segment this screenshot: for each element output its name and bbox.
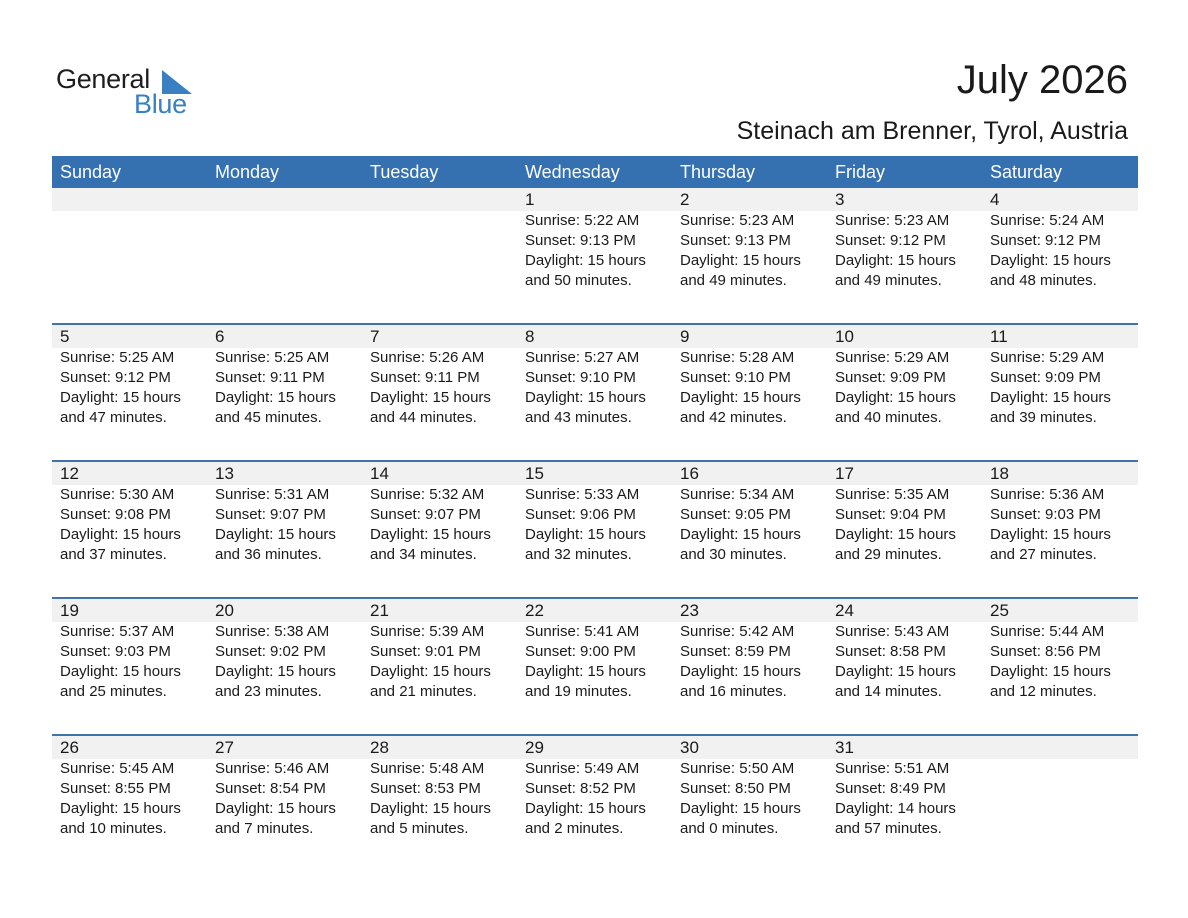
daylight-text: Daylight: 15 hours: [990, 526, 1111, 543]
day-number: 29: [525, 738, 544, 757]
daylight-minutes-text: and 10 minutes.: [60, 820, 167, 837]
daylight-minutes-text: and 50 minutes.: [525, 272, 632, 289]
daylight-text: Daylight: 15 hours: [525, 389, 646, 406]
sunrise-text: Sunrise: 5:51 AM: [835, 760, 950, 777]
location-subtitle: Steinach am Brenner, Tyrol, Austria: [736, 117, 1128, 145]
daylight-text: Daylight: 15 hours: [680, 389, 801, 406]
day-cell: [672, 462, 827, 565]
calendar-week: [52, 734, 1138, 871]
day-cell: [362, 325, 517, 428]
empty-day-cell: [982, 736, 1138, 839]
daylight-text: Daylight: 15 hours: [835, 389, 956, 406]
sunrise-text: Sunrise: 5:36 AM: [990, 486, 1105, 503]
sunset-text: Sunset: 9:01 PM: [370, 643, 481, 660]
day-cell: [982, 599, 1138, 702]
day-number: 1: [525, 190, 535, 209]
day-cell: [672, 325, 827, 428]
sunrise-text: Sunrise: 5:39 AM: [370, 623, 485, 640]
sunset-text: Sunset: 9:07 PM: [370, 506, 481, 523]
daylight-text: Daylight: 15 hours: [835, 526, 956, 543]
sunset-text: Sunset: 9:12 PM: [990, 232, 1101, 249]
sunset-text: Sunset: 9:11 PM: [370, 369, 480, 386]
daylight-text: Daylight: 15 hours: [680, 252, 801, 269]
day-number: 7: [370, 327, 380, 346]
sunset-text: Sunset: 8:52 PM: [525, 780, 636, 797]
sunrise-text: Sunrise: 5:25 AM: [215, 349, 330, 366]
calendar-grid: [52, 156, 1138, 871]
sunrise-text: Sunrise: 5:25 AM: [60, 349, 175, 366]
sunrise-text: Sunrise: 5:49 AM: [525, 760, 640, 777]
sunrise-text: Sunrise: 5:41 AM: [525, 623, 640, 640]
weekday-saturday: Saturday: [990, 162, 1063, 182]
sunset-text: Sunset: 9:03 PM: [990, 506, 1101, 523]
sunrise-text: Sunrise: 5:28 AM: [680, 349, 795, 366]
day-number: 10: [835, 327, 854, 346]
sunrise-text: Sunrise: 5:34 AM: [680, 486, 795, 503]
daylight-text: Daylight: 15 hours: [680, 663, 801, 680]
day-cell: [362, 736, 517, 839]
sunset-text: Sunset: 9:00 PM: [525, 643, 636, 660]
day-number: 22: [525, 601, 544, 620]
daylight-minutes-text: and 43 minutes.: [525, 409, 632, 426]
weekday-tuesday: Tuesday: [370, 162, 439, 182]
day-cell: [827, 599, 982, 702]
daylight-text: Daylight: 15 hours: [990, 389, 1111, 406]
day-number: 17: [835, 464, 854, 483]
day-number: 6: [215, 327, 225, 346]
sunset-text: Sunset: 8:49 PM: [835, 780, 946, 797]
day-number: 13: [215, 464, 234, 483]
sunset-text: Sunset: 8:54 PM: [215, 780, 326, 797]
sunset-text: Sunset: 9:07 PM: [215, 506, 326, 523]
day-number: 14: [370, 464, 389, 483]
day-cell: [52, 325, 207, 428]
day-number: 2: [680, 190, 690, 209]
sunset-text: Sunset: 9:13 PM: [525, 232, 636, 249]
sunset-text: Sunset: 9:03 PM: [60, 643, 171, 660]
daylight-text: Daylight: 15 hours: [215, 663, 336, 680]
day-cell: [517, 736, 672, 839]
sunset-text: Sunset: 8:59 PM: [680, 643, 791, 660]
daylight-minutes-text: and 2 minutes.: [525, 820, 624, 837]
daylight-text: Daylight: 15 hours: [835, 663, 956, 680]
sunset-text: Sunset: 9:10 PM: [680, 369, 791, 386]
sunrise-text: Sunrise: 5:22 AM: [525, 212, 640, 229]
sunrise-text: Sunrise: 5:27 AM: [525, 349, 640, 366]
day-cell: [207, 599, 362, 702]
sunrise-text: Sunrise: 5:29 AM: [990, 349, 1105, 366]
sunrise-text: Sunrise: 5:33 AM: [525, 486, 640, 503]
day-number: 27: [215, 738, 234, 757]
calendar-week: [52, 188, 1138, 323]
day-number: 3: [835, 190, 845, 209]
day-cell: [517, 599, 672, 702]
sunrise-text: Sunrise: 5:44 AM: [990, 623, 1105, 640]
sunset-text: Sunset: 9:05 PM: [680, 506, 791, 523]
sunrise-text: Sunrise: 5:29 AM: [835, 349, 950, 366]
sunrise-text: Sunrise: 5:50 AM: [680, 760, 795, 777]
daylight-text: Daylight: 15 hours: [525, 526, 646, 543]
sunrise-text: Sunrise: 5:32 AM: [370, 486, 485, 503]
sunrise-text: Sunrise: 5:31 AM: [215, 486, 330, 503]
daylight-text: Daylight: 15 hours: [60, 800, 181, 817]
day-number: 20: [215, 601, 234, 620]
sunrise-text: Sunrise: 5:23 AM: [680, 212, 795, 229]
daylight-minutes-text: and 0 minutes.: [680, 820, 779, 837]
daylight-minutes-text: and 12 minutes.: [990, 683, 1097, 700]
sunrise-text: Sunrise: 5:46 AM: [215, 760, 330, 777]
page-title: July 2026: [956, 58, 1128, 102]
daylight-text: Daylight: 15 hours: [60, 526, 181, 543]
day-cell: [827, 736, 982, 839]
daylight-text: Daylight: 15 hours: [215, 526, 336, 543]
day-cell: [827, 325, 982, 428]
sunset-text: Sunset: 9:13 PM: [680, 232, 791, 249]
daylight-text: Daylight: 15 hours: [990, 252, 1111, 269]
daylight-minutes-text: and 36 minutes.: [215, 546, 322, 563]
day-number: 8: [525, 327, 535, 346]
daylight-text: Daylight: 15 hours: [370, 526, 491, 543]
sunset-text: Sunset: 9:04 PM: [835, 506, 946, 523]
calendar-week: [52, 323, 1138, 460]
sunset-text: Sunset: 9:11 PM: [215, 369, 325, 386]
daylight-text: Daylight: 15 hours: [525, 800, 646, 817]
sunrise-text: Sunrise: 5:48 AM: [370, 760, 485, 777]
daylight-minutes-text: and 49 minutes.: [835, 272, 942, 289]
day-cell: [517, 188, 672, 291]
sunset-text: Sunset: 8:56 PM: [990, 643, 1101, 660]
sunrise-text: Sunrise: 5:30 AM: [60, 486, 175, 503]
daylight-minutes-text: and 5 minutes.: [370, 820, 469, 837]
daylight-minutes-text: and 7 minutes.: [215, 820, 314, 837]
sunset-text: Sunset: 9:12 PM: [60, 369, 171, 386]
day-cell: [982, 188, 1138, 291]
day-number: 30: [680, 738, 699, 757]
sunset-text: Sunset: 9:08 PM: [60, 506, 171, 523]
weekday-header-row: [52, 156, 1138, 188]
daylight-text: Daylight: 15 hours: [525, 252, 646, 269]
daylight-text: Daylight: 15 hours: [370, 389, 491, 406]
logo-word-blue: Blue: [134, 89, 187, 119]
day-number: 23: [680, 601, 699, 620]
sunrise-text: Sunrise: 5:42 AM: [680, 623, 795, 640]
day-number: 11: [990, 327, 1008, 346]
day-number: 24: [835, 601, 854, 620]
day-number: 15: [525, 464, 544, 483]
day-cell: [827, 188, 982, 291]
day-number: 16: [680, 464, 699, 483]
weekday-sunday: Sunday: [60, 162, 122, 182]
week-cells: [52, 736, 1138, 839]
daylight-minutes-text: and 23 minutes.: [215, 683, 322, 700]
daylight-text: Daylight: 15 hours: [990, 663, 1111, 680]
sunrise-text: Sunrise: 5:23 AM: [835, 212, 950, 229]
daylight-text: Daylight: 15 hours: [215, 389, 336, 406]
weekday-friday: Friday: [835, 162, 886, 182]
daylight-minutes-text: and 21 minutes.: [370, 683, 477, 700]
daylight-text: Daylight: 15 hours: [680, 526, 801, 543]
daylight-minutes-text: and 57 minutes.: [835, 820, 942, 837]
daylight-minutes-text: and 44 minutes.: [370, 409, 477, 426]
day-number: 26: [60, 738, 79, 757]
weeks-container: [52, 188, 1138, 871]
daylight-minutes-text: and 40 minutes.: [835, 409, 942, 426]
day-number: 25: [990, 601, 1009, 620]
sunset-text: Sunset: 9:09 PM: [835, 369, 946, 386]
sunset-text: Sunset: 9:10 PM: [525, 369, 636, 386]
weekday-thursday: Thursday: [680, 162, 756, 182]
sunset-text: Sunset: 9:02 PM: [215, 643, 326, 660]
daylight-minutes-text: and 47 minutes.: [60, 409, 167, 426]
day-cell: [827, 462, 982, 565]
day-cell: [517, 325, 672, 428]
day-cell: [52, 736, 207, 839]
sunset-text: Sunset: 9:12 PM: [835, 232, 946, 249]
day-number: 21: [370, 601, 389, 620]
day-number: 18: [990, 464, 1009, 483]
day-cell: [982, 325, 1138, 428]
day-cell: [362, 462, 517, 565]
empty-day-cell: [52, 188, 207, 291]
empty-day-cell: [207, 188, 362, 291]
day-number: 5: [60, 327, 70, 346]
calendar-week: [52, 460, 1138, 597]
daylight-minutes-text: and 30 minutes.: [680, 546, 787, 563]
generalblue-logo: [56, 64, 216, 120]
day-number: 28: [370, 738, 389, 757]
daylight-minutes-text: and 39 minutes.: [990, 409, 1097, 426]
daylight-minutes-text: and 14 minutes.: [835, 683, 942, 700]
weekday-monday: Monday: [215, 162, 280, 182]
sunrise-text: Sunrise: 5:37 AM: [60, 623, 175, 640]
daylight-minutes-text: and 45 minutes.: [215, 409, 322, 426]
day-number: 19: [60, 601, 79, 620]
daylight-minutes-text: and 25 minutes.: [60, 683, 167, 700]
week-cells: [52, 599, 1138, 702]
sunrise-text: Sunrise: 5:38 AM: [215, 623, 330, 640]
sunset-text: Sunset: 8:58 PM: [835, 643, 946, 660]
sunrise-text: Sunrise: 5:35 AM: [835, 486, 950, 503]
daylight-minutes-text: and 29 minutes.: [835, 546, 942, 563]
sunrise-text: Sunrise: 5:45 AM: [60, 760, 175, 777]
day-cell: [982, 462, 1138, 565]
sunset-text: Sunset: 9:09 PM: [990, 369, 1101, 386]
day-number: 9: [680, 327, 690, 346]
day-cell: [517, 462, 672, 565]
day-number: 4: [990, 190, 1000, 209]
day-cell: [672, 599, 827, 702]
calendar-week: [52, 597, 1138, 734]
daylight-minutes-text: and 48 minutes.: [990, 272, 1097, 289]
sunset-text: Sunset: 8:53 PM: [370, 780, 481, 797]
day-cell: [207, 736, 362, 839]
day-cell: [362, 599, 517, 702]
weekday-wednesday: Wednesday: [525, 162, 620, 182]
week-cells: [52, 462, 1138, 565]
daylight-minutes-text: and 32 minutes.: [525, 546, 632, 563]
daylight-minutes-text: and 49 minutes.: [680, 272, 787, 289]
daylight-text: Daylight: 15 hours: [370, 663, 491, 680]
daylight-text: Daylight: 14 hours: [835, 800, 956, 817]
daylight-minutes-text: and 34 minutes.: [370, 546, 477, 563]
sunrise-text: Sunrise: 5:26 AM: [370, 349, 485, 366]
day-cell: [52, 599, 207, 702]
daylight-minutes-text: and 19 minutes.: [525, 683, 632, 700]
empty-day-cell: [362, 188, 517, 291]
sunset-text: Sunset: 8:55 PM: [60, 780, 171, 797]
sunrise-text: Sunrise: 5:43 AM: [835, 623, 950, 640]
daylight-minutes-text: and 27 minutes.: [990, 546, 1097, 563]
day-cell: [52, 462, 207, 565]
week-cells: [52, 188, 1138, 291]
daylight-text: Daylight: 15 hours: [215, 800, 336, 817]
week-cells: [52, 325, 1138, 428]
day-cell: [207, 325, 362, 428]
daylight-minutes-text: and 16 minutes.: [680, 683, 787, 700]
daylight-text: Daylight: 15 hours: [60, 389, 181, 406]
logo-word-general: General: [56, 64, 150, 94]
daylight-text: Daylight: 15 hours: [835, 252, 956, 269]
day-cell: [207, 462, 362, 565]
sunset-text: Sunset: 8:50 PM: [680, 780, 791, 797]
day-number: 12: [60, 464, 79, 483]
daylight-text: Daylight: 15 hours: [525, 663, 646, 680]
day-cell: [672, 736, 827, 839]
daylight-minutes-text: and 42 minutes.: [680, 409, 787, 426]
day-cell: [672, 188, 827, 291]
daylight-minutes-text: and 37 minutes.: [60, 546, 167, 563]
sunrise-text: Sunrise: 5:24 AM: [990, 212, 1105, 229]
daylight-text: Daylight: 15 hours: [60, 663, 181, 680]
day-number: 31: [835, 738, 854, 757]
sunset-text: Sunset: 9:06 PM: [525, 506, 636, 523]
daylight-text: Daylight: 15 hours: [680, 800, 801, 817]
daylight-text: Daylight: 15 hours: [370, 800, 491, 817]
